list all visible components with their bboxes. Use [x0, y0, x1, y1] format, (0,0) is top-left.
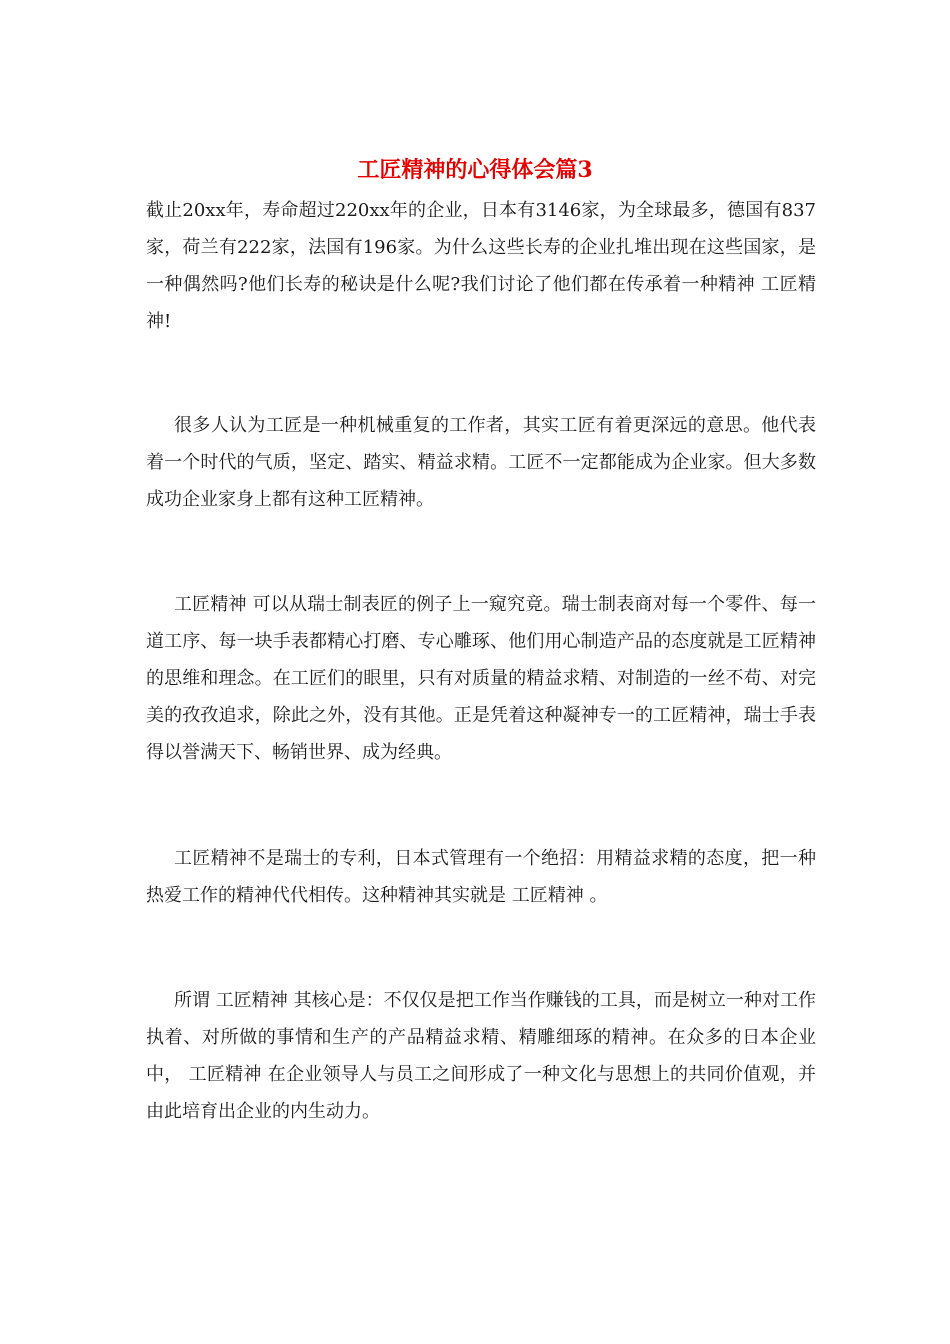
- paragraph-5: 所谓 工匠精神 其核心是：不仅仅是把工作当作赚钱的工具，而是树立一种对工作执着、对所做的事情和生产的产品精益求精、精雕细琢的精神。在众多的日本企业中， 工匠精神 在企业领导人与员工之间形成了一种文化与思想上的共同价值观，并由此培育出企业的内生动力。: [146, 990, 816, 1122]
- document-title: 工匠精神的心得体会篇3: [357, 157, 593, 183]
- paragraph-2: 很多人认为工匠是一种机械重复的工作者，其实工匠有着更深远的意思。他代表着一个时代的气质，坚定、踏实、精益求精。工匠不一定都能成为企业家。但大多数成功企业家身上都有这种工匠精神。: [146, 415, 816, 510]
- paragraph-4: 工匠精神不是瑞士的专利，日本式管理有一个绝招：用精益求精的态度，把一种热爱工作的精神代代相传。这种精神其实就是 工匠精神 。: [146, 848, 816, 906]
- paragraph-3: 工匠精神 可以从瑞士制表匠的例子上一窥究竟。瑞士制表商对每一个零件、每一道工序、每一块手表都精心打磨、专心雕琢、他们用心制造产品的态度就是工匠精神的思维和理念。在工匠们的眼里，只有对质量的精益求精、对制造的一丝不苟、对完美的孜孜追求，除此之外，没有其他。正是凭着这种凝神专一的工匠精神，瑞士手表得以誉满天下、畅销世界、成为经典。: [146, 594, 816, 763]
- paragraph-1: 截止20xx年，寿命超过220xx年的企业，日本有3146家，为全球最多，德国有837家，荷兰有222家，法国有196家。为什么这些长寿的企业扎堆出现在这些国家，是一种偶然吗?他们长寿的秘诀是什么呢?我们讨论了他们都在传承着一种精神 工匠精神!: [146, 200, 816, 332]
